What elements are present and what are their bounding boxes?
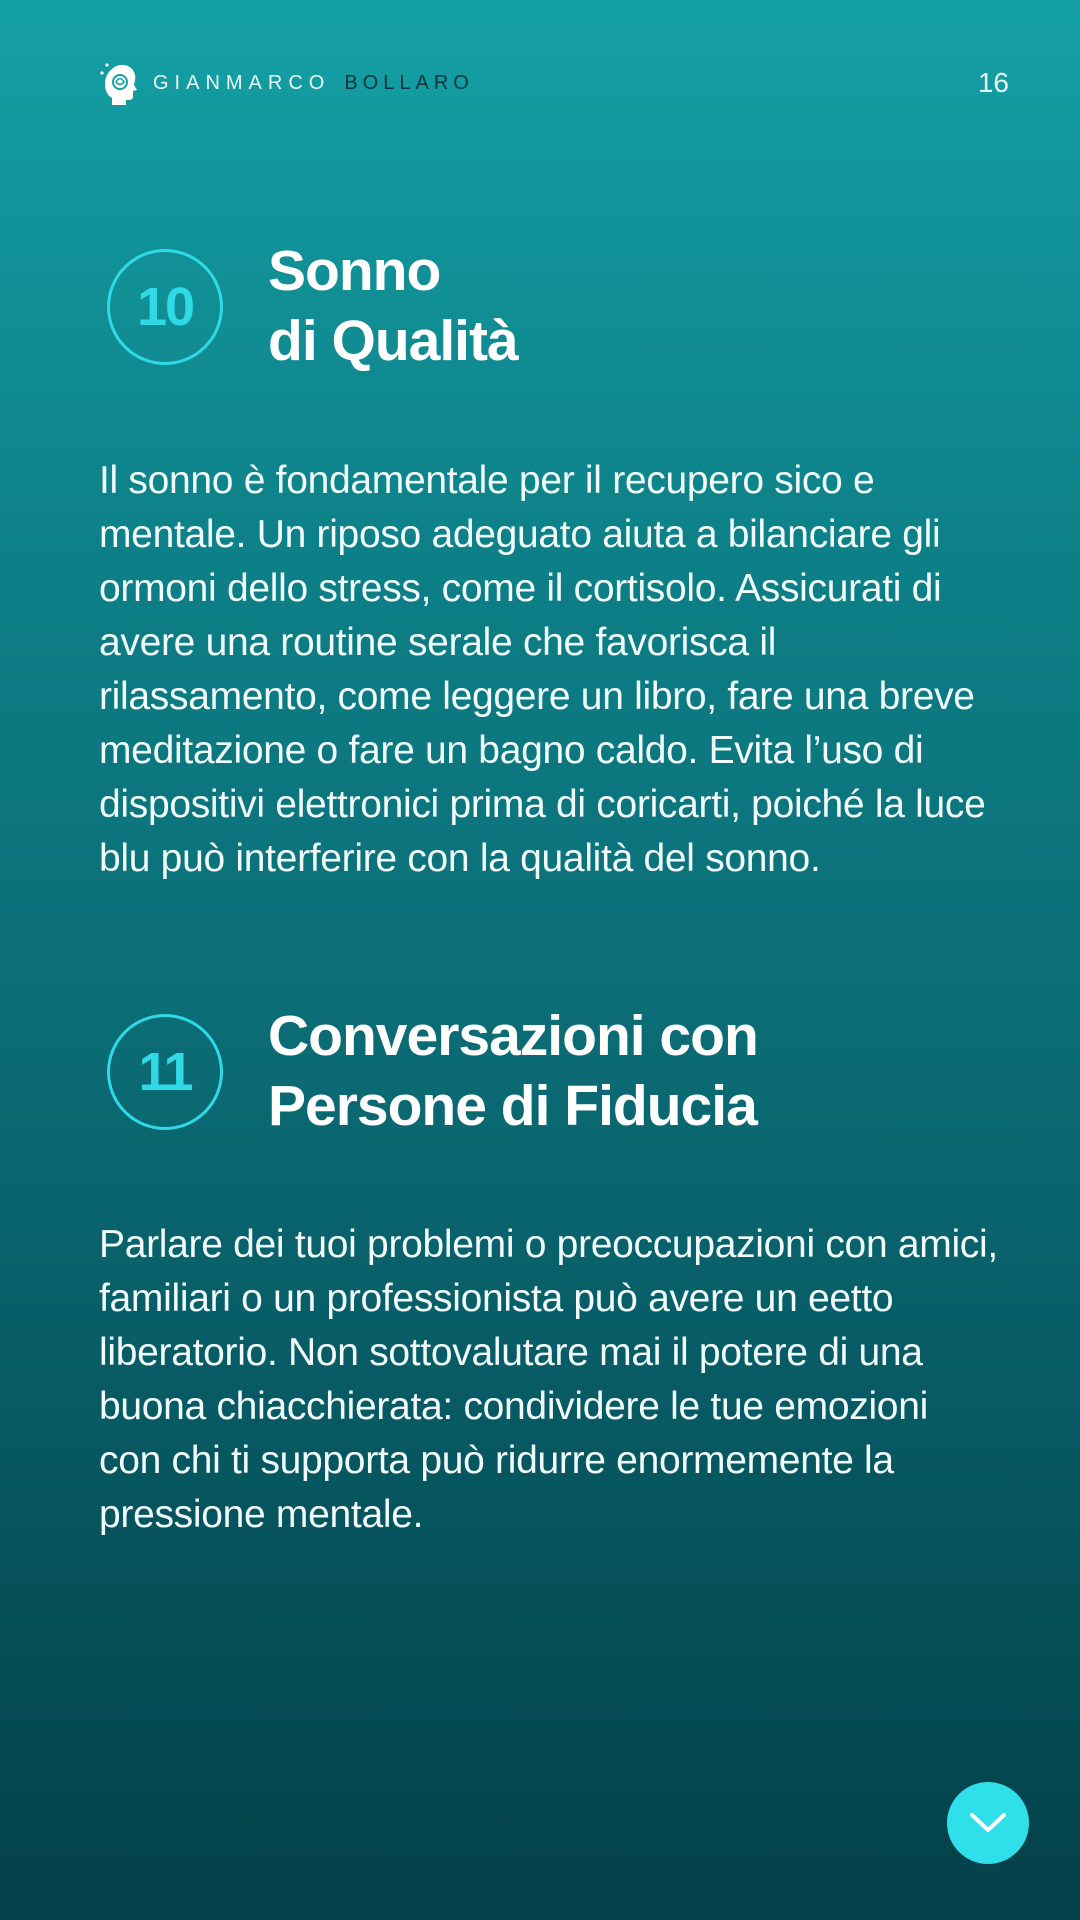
section-title — [268, 236, 518, 376]
section-conversations — [99, 1005, 999, 1542]
page-header — [99, 58, 1009, 108]
brand-first-name: GIANMARCO — [153, 71, 331, 94]
page-number: 16 — [977, 67, 1009, 98]
chevron-down-icon — [968, 1811, 1008, 1835]
section-body-text: Il sonno è fondamentale per il recupero sico e mentale. Un riposo adeguato aiuta a bilanciare gli ormoni dello stress, come il cortisolo. Assicurati di avere una routine serale che favorisca il rilassamento, come leggere un libro, fare una breve meditazione o fare un bagno caldo. Evita l’uso di dispositivi elettronici prima di coricarti, poiché la luce blu può interferire con la qualità del sonno. — [99, 459, 986, 880]
brand-last-name: BOLLARO — [344, 71, 474, 94]
section-number-badge: 10 — [107, 249, 223, 365]
section-body-text: Parlare dei tuoi problemi o preoccupazioni con amici, familiari o un professionista può avere un eetto liberatorio. Non sottovalutare mai il potere di una buona chiacchierata: condividere le tue emozioni con chi ti supporta può ridurre enormemente la pressione mentale. — [99, 1223, 998, 1536]
head-profile-icon — [99, 61, 139, 105]
section-sleep — [99, 240, 999, 886]
section-title-line-2: Persone di Fiducia — [268, 1074, 757, 1138]
section-heading — [99, 1005, 999, 1155]
section-number-badge: 11 — [107, 1014, 223, 1130]
section-heading — [99, 240, 999, 390]
section-title — [268, 1001, 758, 1141]
section-title-line-2: di Qualità — [268, 309, 518, 373]
section-title-line-1: Conversazioni con — [268, 1004, 758, 1068]
brand[interactable] — [99, 58, 474, 108]
section-title-line-1: Sonno — [268, 239, 441, 303]
scroll-down-button[interactable] — [947, 1782, 1029, 1864]
